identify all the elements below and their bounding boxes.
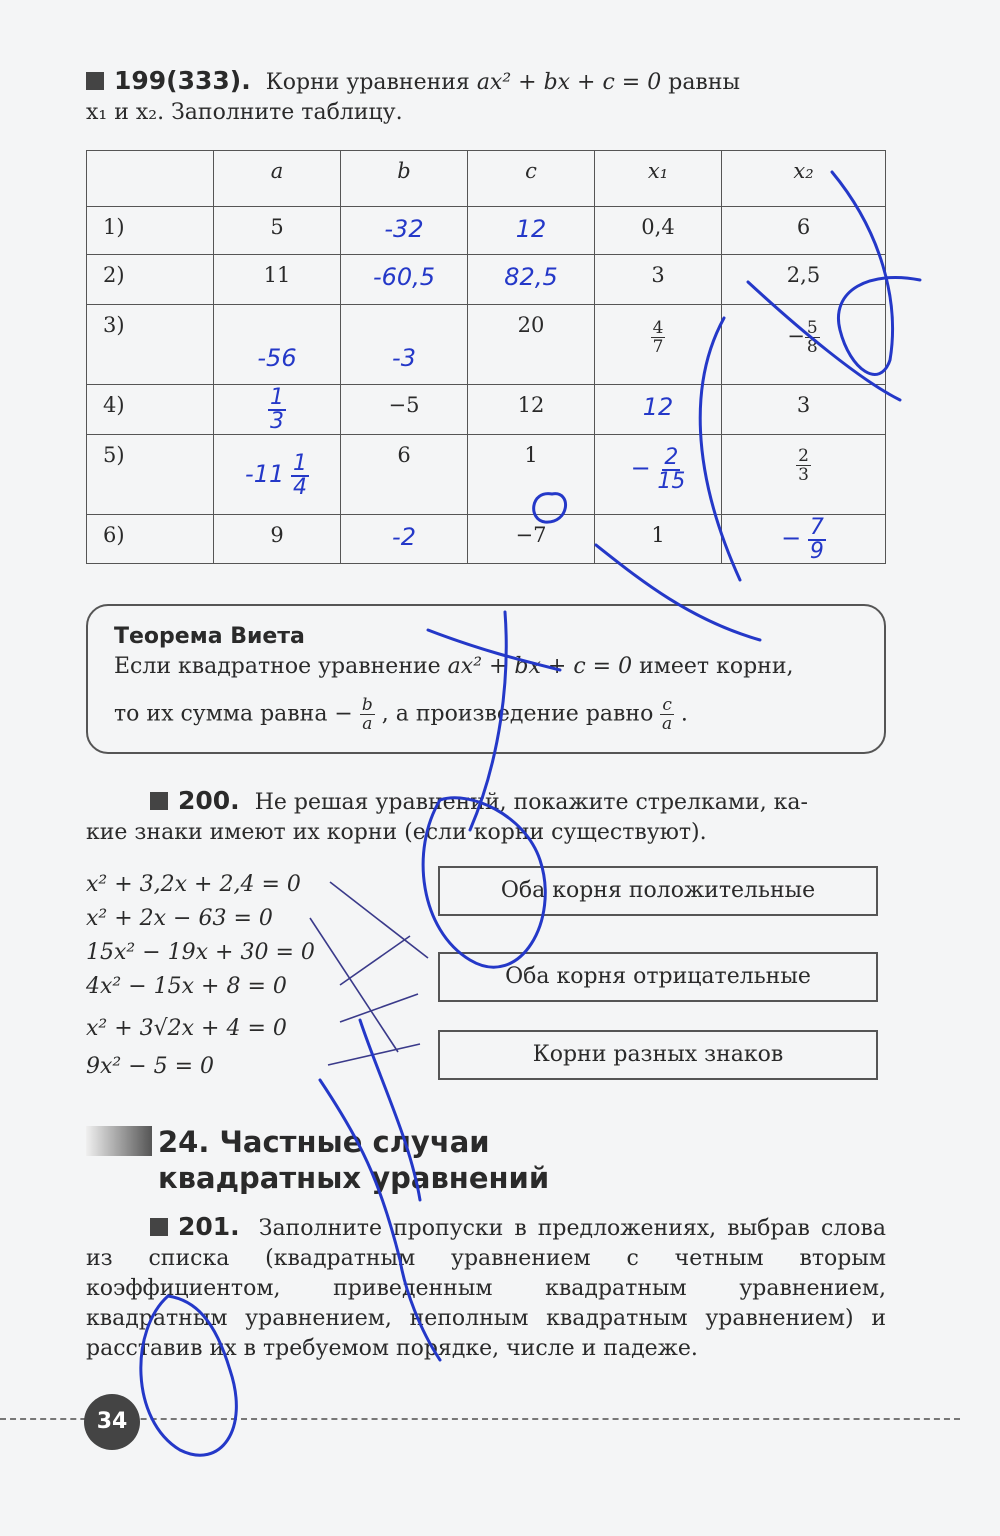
task-number: 199(333).	[114, 66, 251, 95]
header-cell: a	[214, 151, 341, 207]
handwritten-answer: 12	[642, 393, 674, 421]
denominator: a	[662, 714, 673, 734]
answer-box-both-positive[interactable]: Оба корня положительные	[438, 866, 878, 916]
task-text: x₁ и x₂. Заполните таблицу.	[86, 100, 403, 125]
answer-box-both-negative[interactable]: Оба корня отрицательные	[438, 952, 878, 1002]
task-201	[86, 1212, 886, 1364]
equation: ax² + bx + c = 0	[476, 70, 662, 95]
cell-b: −5	[341, 385, 468, 435]
row-label: 4)	[87, 385, 214, 435]
arrow	[340, 994, 418, 1022]
section-title-line: 24. Частные случаи	[158, 1125, 490, 1159]
cell-c: 12	[468, 385, 595, 435]
theorem-title: Теорема Виета	[114, 624, 305, 649]
equation-4: 4x² − 15x + 8 = 0	[86, 974, 287, 999]
handwritten-answer: -3	[392, 344, 416, 372]
footer-divider	[0, 1418, 960, 1420]
cell-a: 9	[214, 515, 341, 564]
section-marker	[86, 1126, 152, 1156]
cell-c: −7	[468, 515, 595, 564]
equation-5: x² + 3√2x + 4 = 0	[86, 1016, 287, 1041]
handwritten-sign: −	[781, 523, 802, 552]
header-cell: c	[468, 151, 595, 207]
cell-x2: 2,5	[722, 255, 886, 305]
denominator: a	[362, 714, 373, 734]
handwritten-answer: -56	[257, 344, 297, 372]
row-label: 5)	[87, 435, 214, 515]
handwritten-answer: -60,5	[372, 263, 436, 291]
task-number: 201.	[178, 1212, 240, 1241]
theorem-text: .	[680, 701, 688, 727]
handwritten-answer: -11	[245, 459, 285, 488]
section-title	[158, 1124, 549, 1196]
equation-3: 15x² − 19x + 30 = 0	[86, 940, 315, 965]
numerator: 7	[809, 515, 824, 540]
task-text: Заполните пропуски в предложениях, выбрав слова из списка (квадратным уравнением с четным вторым коэффициентом, приведенным квадратным уравнением, квадратным уравнением, неполным квадратным уравнением) и расставив их в требуемом порядке, числе и падеже.	[86, 1216, 887, 1361]
numerator: 2	[664, 445, 679, 470]
task-text: кие знаки имеют их корни (если корни существуют).	[86, 820, 707, 845]
denominator: 15	[657, 469, 686, 494]
theorem-text: Если квадратное уравнение	[114, 654, 441, 679]
equation-2: x² + 2x − 63 = 0	[86, 906, 273, 931]
handwritten-answer: 82,5	[504, 263, 558, 291]
handwritten-answer: -2	[392, 523, 416, 551]
denominator: 9	[809, 539, 824, 564]
denominator: 8	[806, 337, 818, 357]
task-number: 200.	[178, 786, 240, 815]
theorem-text: то их сумма равна −	[114, 701, 353, 727]
cell-x2: 3	[722, 385, 886, 435]
numerator: 5	[806, 318, 818, 338]
header-cell: x₁	[595, 151, 722, 207]
denominator: 3	[798, 465, 809, 485]
theorem-text: , а произведение равно	[381, 701, 654, 727]
numerator: b	[361, 695, 373, 715]
task-text: Корни уравнения	[265, 70, 470, 95]
cell-c: 20	[468, 305, 595, 385]
arrow	[310, 918, 398, 1052]
sign: −	[787, 324, 805, 348]
numerator: 2	[798, 446, 809, 466]
handwritten-answer: 12	[515, 215, 547, 243]
equation-1: x² + 3,2x + 2,4 = 0	[86, 872, 301, 897]
cell-c: 1	[468, 435, 595, 515]
row-label: 1)	[87, 207, 214, 255]
equation: ax² + bx + c = 0	[447, 654, 633, 679]
row-label: 3)	[87, 305, 214, 385]
answer-box-different-signs[interactable]: Корни разных знаков	[438, 1030, 878, 1080]
header-cell: x₂	[722, 151, 886, 207]
task-text: Не решая уравнений, покажите стрелками, ка-	[254, 790, 808, 815]
denominator: 7	[652, 337, 664, 357]
arrow	[340, 936, 410, 985]
cell-x1: 0,4	[595, 207, 722, 255]
handwritten-sign: −	[630, 453, 651, 482]
handwritten-answer: -32	[384, 215, 424, 243]
arrow	[330, 882, 428, 958]
numerator: 1	[270, 385, 284, 410]
section-title-line: квадратных уравнений	[158, 1161, 550, 1195]
theorem-text: имеет корни,	[639, 654, 794, 679]
cell-a: 5	[214, 207, 341, 255]
page-number: 34	[84, 1394, 140, 1450]
cell-x2: 6	[722, 207, 886, 255]
denominator: 4	[292, 475, 307, 500]
denominator: 3	[270, 409, 284, 434]
header-cell: b	[341, 151, 468, 207]
numerator: 1	[292, 451, 307, 476]
numerator: 4	[652, 318, 664, 338]
arrow	[328, 1044, 420, 1065]
row-label: 6)	[87, 515, 214, 564]
row-label: 2)	[87, 255, 214, 305]
cell-a: 11	[214, 255, 341, 305]
cell-x1: 1	[595, 515, 722, 564]
square-bullet-icon	[150, 1218, 168, 1236]
numerator: c	[662, 695, 672, 715]
cell-b: 6	[341, 435, 468, 515]
equation-6: 9x² − 5 = 0	[86, 1054, 215, 1079]
task-text: равны	[668, 70, 740, 95]
cell-x1: 3	[595, 255, 722, 305]
